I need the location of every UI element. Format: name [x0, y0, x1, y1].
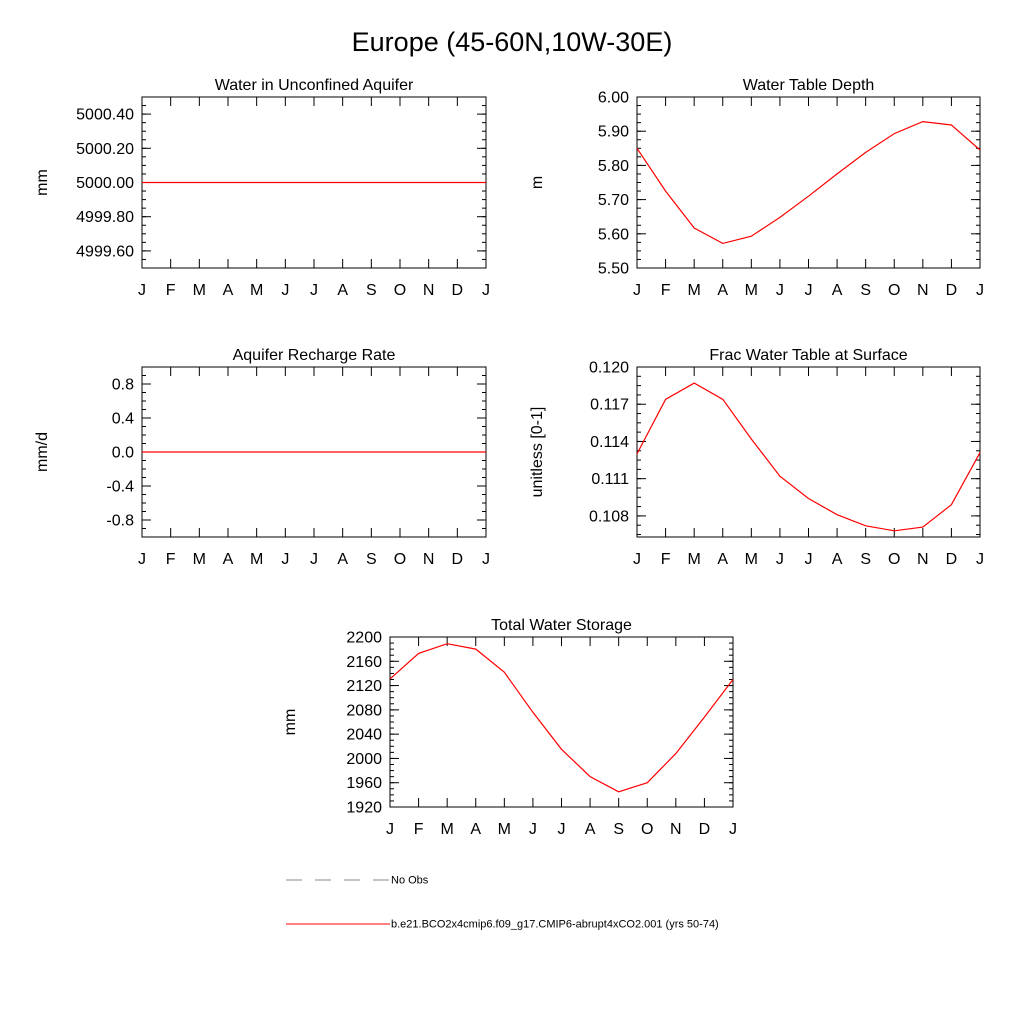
x-tick-label: S [365, 282, 377, 299]
x-tick-label: J [386, 821, 394, 838]
x-tick-label: J [528, 821, 537, 838]
y-tick-label: 0.4 [111, 410, 134, 428]
y-tick-label: 0.120 [588, 359, 629, 377]
x-tick-label: J [281, 551, 290, 568]
panel-title: Water in Unconfined Aquifer [214, 77, 414, 94]
y-tick-label: 5.60 [597, 226, 629, 244]
x-tick-label: J [976, 282, 984, 299]
x-tick-label: A [222, 551, 234, 568]
x-tick-label: N [917, 282, 929, 299]
y-tick-label: -0.8 [106, 512, 134, 530]
x-tick-label: O [888, 282, 901, 299]
y-tick-label: 2000 [346, 750, 382, 768]
y-tick-label: 2080 [346, 702, 382, 720]
x-tick-label: J [138, 551, 146, 568]
y-tick-label: 0.0 [111, 444, 134, 462]
x-tick-label: F [165, 551, 176, 568]
legend-label-model: b.e21.BCO2x4cmip6.f09_g17.CMIP6-abrupt4xCO2.001 (yrs 50-74) [391, 918, 719, 931]
x-tick-label: A [831, 282, 843, 299]
x-tick-label: S [613, 821, 625, 838]
x-tick-label: F [660, 282, 671, 299]
x-tick-label: N [422, 282, 435, 299]
x-tick-label: A [337, 551, 349, 568]
y-axis-label: m [529, 175, 546, 190]
x-tick-label: J [310, 282, 318, 299]
x-tick-label: M [687, 551, 701, 568]
x-tick-label: J [557, 821, 566, 838]
x-tick-label: J [804, 551, 813, 568]
panel-title: Total Water Storage [491, 617, 632, 634]
x-tick-label: J [482, 282, 490, 299]
x-tick-label: J [775, 551, 784, 568]
x-tick-label: A [337, 282, 349, 299]
x-tick-label: M [744, 551, 758, 568]
x-tick-label: A [222, 282, 234, 299]
x-tick-label: M [744, 282, 758, 299]
y-axis-label: mm [282, 708, 299, 736]
x-tick-label: M [250, 551, 264, 568]
x-tick-label: O [888, 551, 901, 568]
y-axis-label: unitless [0-1] [529, 406, 546, 498]
x-tick-label: A [717, 282, 729, 299]
legend-label-no-obs: No Obs [391, 874, 429, 887]
x-tick-label: O [641, 821, 654, 838]
x-tick-label: A [717, 551, 729, 568]
y-tick-label: 0.114 [590, 433, 629, 451]
x-tick-label: M [440, 821, 454, 838]
y-axis-label: mm/d [34, 432, 51, 472]
x-tick-label: A [584, 821, 596, 838]
x-tick-label: J [633, 551, 641, 568]
x-tick-label: S [365, 551, 377, 568]
x-tick-label: F [413, 821, 424, 838]
y-tick-label: 5000.00 [76, 175, 134, 192]
y-tick-label: 4999.80 [76, 209, 134, 227]
y-tick-label: 6.00 [597, 89, 629, 107]
x-tick-label: N [670, 821, 682, 838]
y-tick-label: 2040 [346, 726, 382, 744]
x-tick-label: J [482, 551, 490, 568]
x-tick-label: S [860, 282, 872, 299]
figure-title: Europe (45-60N,10W-30E) [351, 27, 673, 57]
x-tick-label: J [138, 282, 146, 299]
panel-title: Water Table Depth [742, 77, 875, 94]
y-tick-label: 0.111 [591, 471, 629, 489]
x-tick-label: S [860, 551, 872, 568]
x-tick-label: A [470, 821, 482, 838]
y-tick-label: 5000.20 [76, 140, 134, 158]
x-tick-label: M [687, 282, 701, 299]
panel-title: Aquifer Recharge Rate [232, 347, 396, 364]
x-tick-label: J [281, 282, 290, 299]
y-tick-label: 0.117 [590, 396, 629, 414]
x-tick-label: J [804, 282, 813, 299]
y-tick-label: 5.70 [597, 192, 629, 210]
x-tick-label: A [831, 551, 843, 568]
y-tick-label: 1920 [346, 799, 382, 817]
y-tick-label: 1960 [346, 775, 382, 793]
x-tick-label: D [451, 282, 464, 299]
y-tick-label: 4999.60 [76, 243, 134, 261]
x-tick-label: N [422, 551, 435, 568]
x-tick-label: M [497, 821, 511, 838]
y-tick-label: 2200 [346, 629, 382, 647]
x-tick-label: M [250, 282, 264, 299]
y-tick-label: 0.8 [111, 376, 134, 394]
y-tick-label: 5.90 [597, 123, 629, 141]
x-tick-label: M [192, 282, 206, 299]
x-tick-label: J [976, 551, 984, 568]
y-tick-label: 5.80 [597, 157, 629, 175]
y-tick-label: -0.4 [106, 478, 134, 496]
x-tick-label: J [729, 821, 737, 838]
x-tick-label: F [165, 282, 176, 299]
x-tick-label: J [310, 551, 318, 568]
x-tick-label: D [451, 551, 464, 568]
x-tick-label: O [393, 282, 407, 299]
x-tick-label: D [945, 551, 958, 568]
panel-title: Frac Water Table at Surface [709, 347, 908, 364]
x-tick-label: O [393, 551, 407, 568]
x-tick-label: J [633, 282, 641, 299]
x-tick-label: D [698, 821, 711, 838]
y-tick-label: 5.50 [597, 260, 629, 278]
x-tick-label: M [192, 551, 206, 568]
x-tick-label: J [775, 282, 784, 299]
y-tick-label: 5000.40 [76, 106, 134, 124]
x-tick-label: N [917, 551, 929, 568]
x-tick-label: F [660, 551, 671, 568]
y-tick-label: 2120 [346, 678, 382, 696]
x-tick-label: D [945, 282, 958, 299]
y-axis-label: mm [34, 169, 51, 196]
y-tick-label: 2160 [346, 653, 382, 671]
y-tick-label: 0.108 [588, 508, 629, 526]
